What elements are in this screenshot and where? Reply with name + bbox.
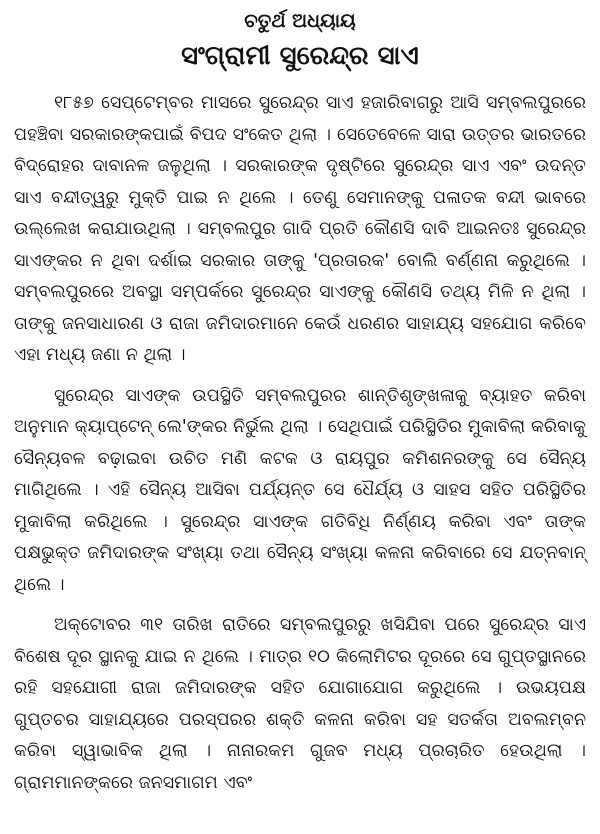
paragraph-text: ସୁରେନ୍ଦ୍ର ସାଏଙ୍କ ଉପସ୍ଥିତି ସମ୍ବଲପୁରର ଶାନ୍ତିଶୃଙ୍ଖଳାକୁ ବ୍ୟାହତ କରିବା ଅନୁମାନ କ୍ୟାପ୍‌ଟେନ୍ ଲେ'ଙ୍କର ନିର୍ଭୁଲ ଥିଲା । ସେଥିପାଇଁ ପରିସ୍ଥିତିର ମୁକାବିଲା କରିବାକୁ ସୈନ୍ୟବଳ ବଢ଼ାଇବା ଉଚିତ ମଣି କଟକ ଓ ରାୟପୁର କମିଶନରଙ୍କୁ ସେ ସୈନ୍ୟ ମାଗିଥିଲେ । ଏହି ସୈନ୍ୟ ଆସିବା ପର୍ଯ୍ୟନ୍ତ ସେ ଧୈର୍ଯ୍ୟ ଓ ସାହସ ସହିତ ପରିସ୍ଥିତିର ମୁକାବିଲା କରିଥିଲେ । ସୁରେନ୍ଦ୍ର ସାଏଙ୍କ ଗତିବିଧି ନିର୍ଣ୍ଣୟ କରିବା ଏବଂ ତାଙ୍କ ପକ୍ଷଭୁକ୍ତ ଜମିଦାରଙ୍କ ସଂଖ୍ୟା ତଥା ସୈନ୍ୟ ସଂଖ୍ୟା କଳନା କରିବାରେ ସେ ଯତ୍ନବାନ୍ ଥିଲେ । [14, 385, 586, 595]
paragraph-1 [14, 88, 586, 372]
paragraph-3 [14, 610, 586, 799]
paragraph-text: ଅକ୍ଟୋବର ୩୧ ତାରିଖ ରାତିରେ ସମ୍ବଲପୁରରୁ ଖସିଯିବା ପରେ ସୁରେନ୍ଦ୍ର ସାଏ ବିଶେଷ ଦୂର ସ୍ଥାନକୁ ଯାଇ ନ ଥିଲେ । ମାତ୍ର ୧୦ କିଲୋମିଟର ଦୂରରେ ସେ ଗୁପ୍ତସ୍ଥାନରେ ରହି ସହଯୋଗୀ ରାଜା ଜମିଦାରଙ୍କ ସହିତ ଯୋଗାଯୋଗ କରୁଥିଲେ । ଉଭୟପକ୍ଷ ଗୁପ୍ତଚର ସାହାଯ୍ୟରେ ପରସ୍ପରର ଶକ୍ତି କଳନା କରିବା ସହ ସତର୍କତା ଅବଲମ୍ବନ କରିବା ସ୍ୱାଭାବିକ ଥିଲା । ନାନାରକମ ଗୁଜବ ମଧ୍ୟ ପ୍ରଚାରିତ ହେଉଥିଲା । ଗ୍ରାମମାନଙ୍କରେ ଜନସମାଗମ ଏବଂ [14, 615, 586, 793]
page-title: ସଂଗ୍ରାମୀ ସୁରେନ୍ଦ୍ର ସାଏ [181, 41, 419, 71]
chapter-heading: ଚତୁର୍ଥ ଅଧ୍ୟାୟ [244, 10, 356, 32]
paragraph-2 [14, 381, 586, 602]
paragraph-text: ୧୮୫୭ ସେପ୍ଟେମ୍ବର ମାସରେ ସୁରେନ୍ଦ୍ର ସାଏ ହଜାରିବାଗରୁ ଆସି ସମ୍ବଲପୁରରେ ପହଞ୍ଚିବା ସରକାରଙ୍କପାଇଁ ବିପଦ ସଂକେତ ଥିଲା । ସେତେବେଳେ ସାରା ଉତ୍ତର ଭାରତରେ ବିଦ୍ରୋହର ଦାବାନଳ ଜଳୁଥିଲା । ସରକାରଙ୍କ ଦୃଷ୍ଟିରେ ସୁରେନ୍ଦ୍ର ସାଏ ଏବଂ ଉଦନ୍ତ ସାଏ ବନ୍ଦୀତ୍ୱରୁ ମୁକ୍ତି ପାଇ ନ ଥିଲେ । ତେଣୁ ସେମାନଙ୍କୁ ପଳାତକ ବନ୍ଦୀ ଭାବରେ ଉଲ୍ଲେଖ କରାଯାଉଥିଲା । ସମ୍ବଲପୁର ଗାଦି ପ୍ରତି କୌଣସି ଦାବି ଆଇନତଃ ସୁରେନ୍ଦ୍ର ସାଏଙ୍କର ନ ଥିବା ଦର୍ଶାଇ ସରକାର ତାଙ୍କୁ 'ପ୍ରତାରକ' ବୋଲି ବର୍ଣ୍ଣନା କରୁଥିଲେ । ସମ୍ବଲପୁରରେ ଅବସ୍ଥା ସମ୍ପର୍କରେ ସୁରେନ୍ଦ୍ର ସାଏଙ୍କୁ କୌଣସି ତଥ୍ୟ ମିଳି ନ ଥିଲା । ତାଙ୍କୁ ଜନସାଧାରଣ ଓ ରାଜା ଜମିଦାରମାନେ କେଉଁ ଧରଣର ସାହାଯ୍ୟ ସହଯୋଗ କରିବେ ଏହା ମଧ୍ୟ ଜଣା ନ ଥିଲା । [14, 93, 586, 365]
